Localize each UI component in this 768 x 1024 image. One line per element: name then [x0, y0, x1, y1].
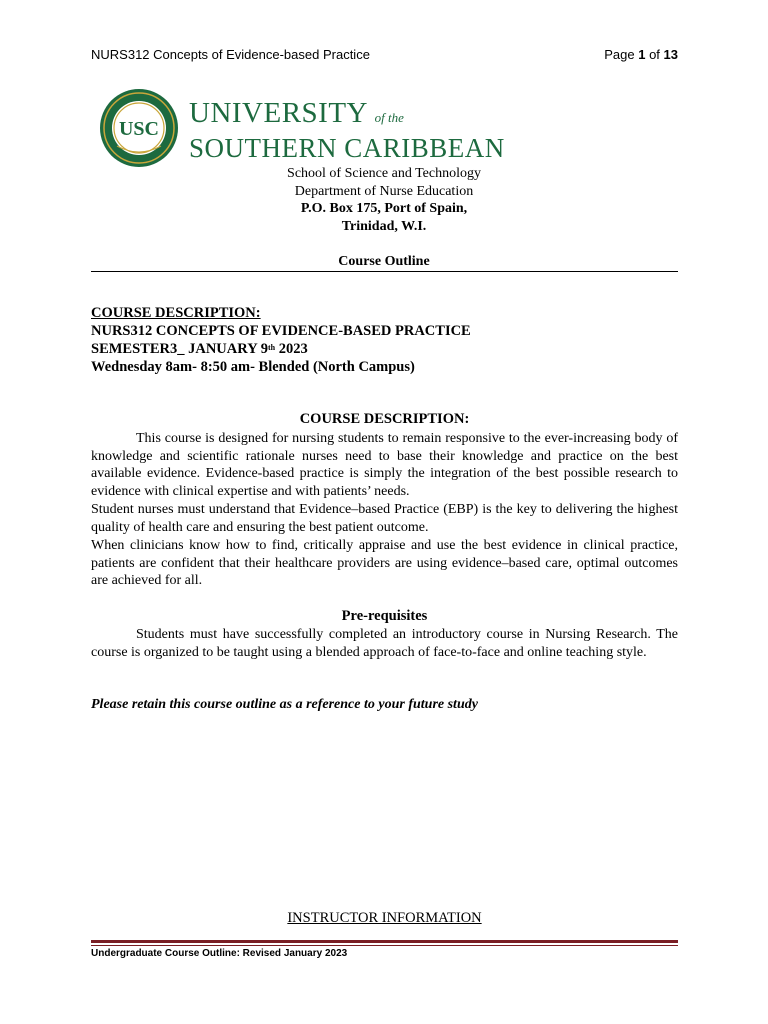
university-name: [189, 98, 505, 163]
schedule-line: Wednesday 8am- 8:50 am- Blended (North Campus): [91, 359, 415, 375]
title-divider: [91, 271, 678, 272]
description-paragraph-3: When clinicians know how to find, critically appraise and use the best evidence in clinical practice, patients are confident that their healthcare providers are using evidence–based care, optimal outcomes are achieved for all.: [91, 538, 678, 588]
university-name-line1: UNIVERSITY: [189, 97, 367, 129]
retain-note: Please retain this course outline as a reference to your future study: [91, 697, 478, 712]
address-block: [200, 165, 568, 235]
university-name-line2: SOUTHERN CARIBBEAN: [189, 133, 505, 163]
instructor-information-heading: INSTRUCTOR INFORMATION: [287, 910, 482, 926]
course-outline-title: Course Outline: [338, 254, 430, 269]
page-total: 13: [663, 47, 678, 62]
footer-rule-thin: [91, 945, 678, 946]
header-course-title: NURS312 Concepts of Evidence-based Practice: [91, 47, 370, 62]
po-box: P.O. Box 175, Port of Spain,: [300, 201, 468, 216]
description-paragraph-2: Student nurses must understand that Evidence–based Practice (EBP) is the key to delivering the highest quality of health care and ensuring the best patient outcome.: [91, 502, 678, 535]
description-title: COURSE DESCRIPTION:: [299, 411, 470, 427]
semester-sup: th: [268, 343, 276, 352]
university-seal-icon: [99, 88, 179, 168]
course-info-block: [91, 304, 471, 376]
course-info-heading: COURSE DESCRIPTION:: [91, 305, 261, 321]
prerequisites-title: Pre-requisites: [341, 608, 428, 624]
page-current: 1: [638, 47, 646, 62]
prerequisites-text: Students must have successfully completed an introductory course in Nursing Research. The course is organized to be taught using a blended approach of face-to-face and online teaching style.: [91, 627, 678, 660]
page-of: of: [645, 47, 664, 62]
university-logo: [99, 88, 505, 172]
footer-rule-thick: [91, 940, 678, 943]
seal-letters: USC: [118, 118, 160, 140]
footer-text: Undergraduate Course Outline: Revised January 2023: [91, 948, 348, 959]
page-prefix: Page: [604, 47, 639, 62]
department-name: Department of Nurse Education: [294, 183, 474, 199]
description-paragraph-1: This course is designed for nursing students to remain responsive to the ever-increasing body of knowledge and scientific rationale nurses need to base their knowledge and practice on the best available evidence. Evidence-based practice is simply the integration of the best possible research to evidence with clinical expertise and with patients’ needs.: [91, 431, 678, 499]
university-name-ofthe: of the: [374, 110, 404, 125]
school-name: School of Science and Technology: [287, 166, 481, 181]
header-page-number: [604, 47, 678, 62]
country-line: Trinidad, W.I.: [341, 218, 427, 234]
semester-line: SEMESTER3_ JANUARY 9th 2023: [91, 341, 308, 357]
course-name: NURS312 CONCEPTS OF EVIDENCE-BASED PRACTICE: [91, 323, 471, 339]
